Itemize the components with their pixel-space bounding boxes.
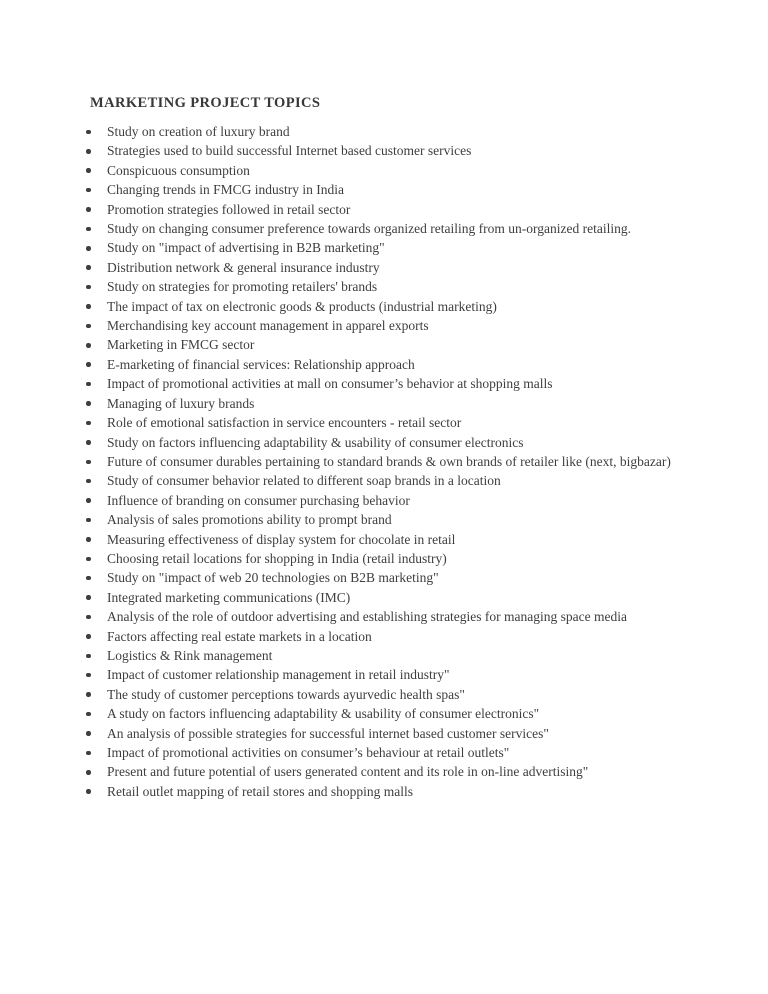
bullet-icon — [86, 615, 91, 620]
list-item — [85, 297, 682, 316]
bullet-icon — [86, 751, 91, 756]
list-item — [85, 141, 682, 160]
list-item — [85, 219, 682, 238]
list-item-text: Impact of promotional activities on consumer’s behaviour at retail outlets" — [107, 745, 510, 760]
bullet-icon — [86, 265, 91, 270]
list-item — [85, 238, 682, 257]
bullet-icon — [86, 537, 91, 542]
list-item-text: Analysis of the role of outdoor advertising and establishing strategies for managing space media — [107, 609, 627, 625]
list-item-text: Retail outlet mapping of retail stores and shopping malls — [107, 783, 413, 799]
list-item-text: The impact of tax on electronic goods & products (industrial marketing) — [107, 298, 497, 314]
bullet-icon — [86, 731, 91, 736]
list-item-text: E-marketing of financial services: Relationship approach — [107, 356, 415, 372]
list-item-text: Role of emotional satisfaction in service encounters - retail sector — [107, 415, 462, 431]
list-item-text: Distribution network & general insurance industry — [107, 259, 380, 275]
list-item — [85, 549, 682, 568]
list-item-text: Choosing retail locations for shopping in India (retail industry) — [107, 550, 447, 566]
list-item-text: Analysis of sales promotions ability to prompt brand — [107, 512, 392, 528]
bullet-icon — [86, 440, 91, 445]
list-item-text: Changing trends in FMCG industry in India — [107, 182, 344, 198]
list-item — [85, 627, 682, 646]
bullet-icon — [86, 673, 91, 678]
list-item — [85, 258, 682, 277]
list-item-text: Logistics & Rink management — [107, 647, 273, 663]
list-item-text: Marketing in FMCG sector — [107, 337, 255, 353]
bullet-icon — [86, 168, 91, 173]
bullet-icon — [86, 770, 91, 775]
list-item — [85, 685, 682, 704]
bullet-icon — [86, 227, 91, 232]
list-item-text: Impact of promotional activities at mall on consumer’s behavior at shopping malls — [107, 376, 553, 392]
list-item-text: Study of consumer behavior related to different soap brands in a location — [107, 473, 501, 489]
list-item — [85, 491, 682, 510]
list-item-text: Measuring effectiveness of display system for chocolate in retail — [107, 531, 456, 547]
list-item-text: A study on factors influencing adaptability & usability of consumer electronics" — [107, 706, 540, 722]
list-item-text: The study of customer perceptions towards ayurvedic health spas" — [107, 686, 465, 702]
bullet-icon — [86, 362, 91, 367]
bullet-icon — [86, 304, 91, 309]
list-item-text: Study on changing consumer preference towards organized retailing from un-organized retailing. — [107, 221, 631, 237]
bullet-icon — [86, 654, 91, 659]
list-item — [85, 277, 682, 296]
bullet-icon — [86, 421, 91, 426]
list-item — [85, 122, 682, 141]
list-item — [85, 316, 682, 335]
list-item — [85, 510, 682, 529]
list-item — [85, 588, 682, 607]
bullet-icon — [86, 518, 91, 523]
list-item — [85, 374, 682, 393]
list-item-text: Promotion strategies followed in retail sector — [107, 201, 351, 217]
list-item-text: Study on "impact of advertising in B2B marketing" — [107, 240, 385, 256]
list-item-text: An analysis of possible strategies for successful internet based customer services" — [107, 725, 549, 741]
list-item — [85, 433, 682, 452]
list-item-text: Study on factors influencing adaptability & usability of consumer electronics — [107, 434, 524, 450]
list-item — [85, 762, 682, 781]
bullet-icon — [86, 130, 91, 135]
list-item — [85, 335, 682, 354]
bullet-icon — [86, 498, 91, 503]
bullet-icon — [86, 557, 91, 562]
list-item — [85, 413, 682, 432]
list-item-text: Managing of luxury brands — [107, 395, 255, 411]
bullet-icon — [86, 401, 91, 406]
list-item-text: Impact of customer relationship management in retail industry" — [107, 667, 450, 683]
list-item-text: Study on "impact of web 20 technologies on B2B marketing" — [107, 570, 439, 586]
list-item-text: Present and future potential of users generated content and its role in on-line advertising" — [107, 764, 589, 780]
list-item-text: Study on creation of luxury brand — [107, 124, 290, 139]
bullet-icon — [86, 207, 91, 212]
bullet-icon — [86, 634, 91, 639]
list-item — [85, 743, 682, 762]
list-item-text: Conspicuous consumption — [107, 162, 250, 178]
bullet-icon — [86, 324, 91, 329]
list-item — [85, 161, 682, 180]
list-item — [85, 782, 682, 801]
bullet-icon — [86, 343, 91, 348]
bullet-icon — [86, 479, 91, 484]
list-item — [85, 180, 682, 199]
bullet-icon — [86, 789, 91, 794]
list-item — [85, 704, 682, 723]
bullet-icon — [86, 285, 91, 290]
list-item — [85, 355, 682, 374]
bullet-icon — [86, 576, 91, 581]
list-item — [85, 665, 682, 684]
bullet-icon — [86, 712, 91, 717]
bullet-icon — [86, 692, 91, 697]
page-title: MARKETING PROJECT TOPICS — [90, 95, 321, 111]
bullet-icon — [86, 149, 91, 154]
list-item — [85, 530, 682, 549]
list-item — [85, 568, 682, 587]
list-item — [85, 452, 682, 471]
list-item-text: Future of consumer durables pertaining to standard brands & own brands of retailer like (next, bigbazar) — [107, 453, 671, 469]
list-item-text: Strategies used to build successful Internet based customer services — [107, 143, 472, 159]
list-item-text: Study on strategies for promoting retailers' brands — [107, 279, 378, 295]
bullet-icon — [86, 382, 91, 387]
list-item — [85, 471, 682, 490]
bullet-icon — [86, 188, 91, 193]
list-item-text: Influence of branding on consumer purchasing behavior — [107, 492, 410, 508]
list-item-text: Merchandising key account management in apparel exports — [107, 318, 429, 334]
topic-list — [85, 122, 682, 801]
list-item — [85, 394, 682, 413]
list-item-text: Factors affecting real estate markets in a location — [107, 628, 372, 644]
bullet-icon — [86, 246, 91, 251]
bullet-icon — [86, 460, 91, 465]
list-item-text: Integrated marketing communications (IMC) — [107, 589, 351, 605]
list-item — [85, 607, 682, 626]
bullet-icon — [86, 595, 91, 600]
list-item — [85, 646, 682, 665]
list-item — [85, 724, 682, 743]
list-item — [85, 200, 682, 219]
